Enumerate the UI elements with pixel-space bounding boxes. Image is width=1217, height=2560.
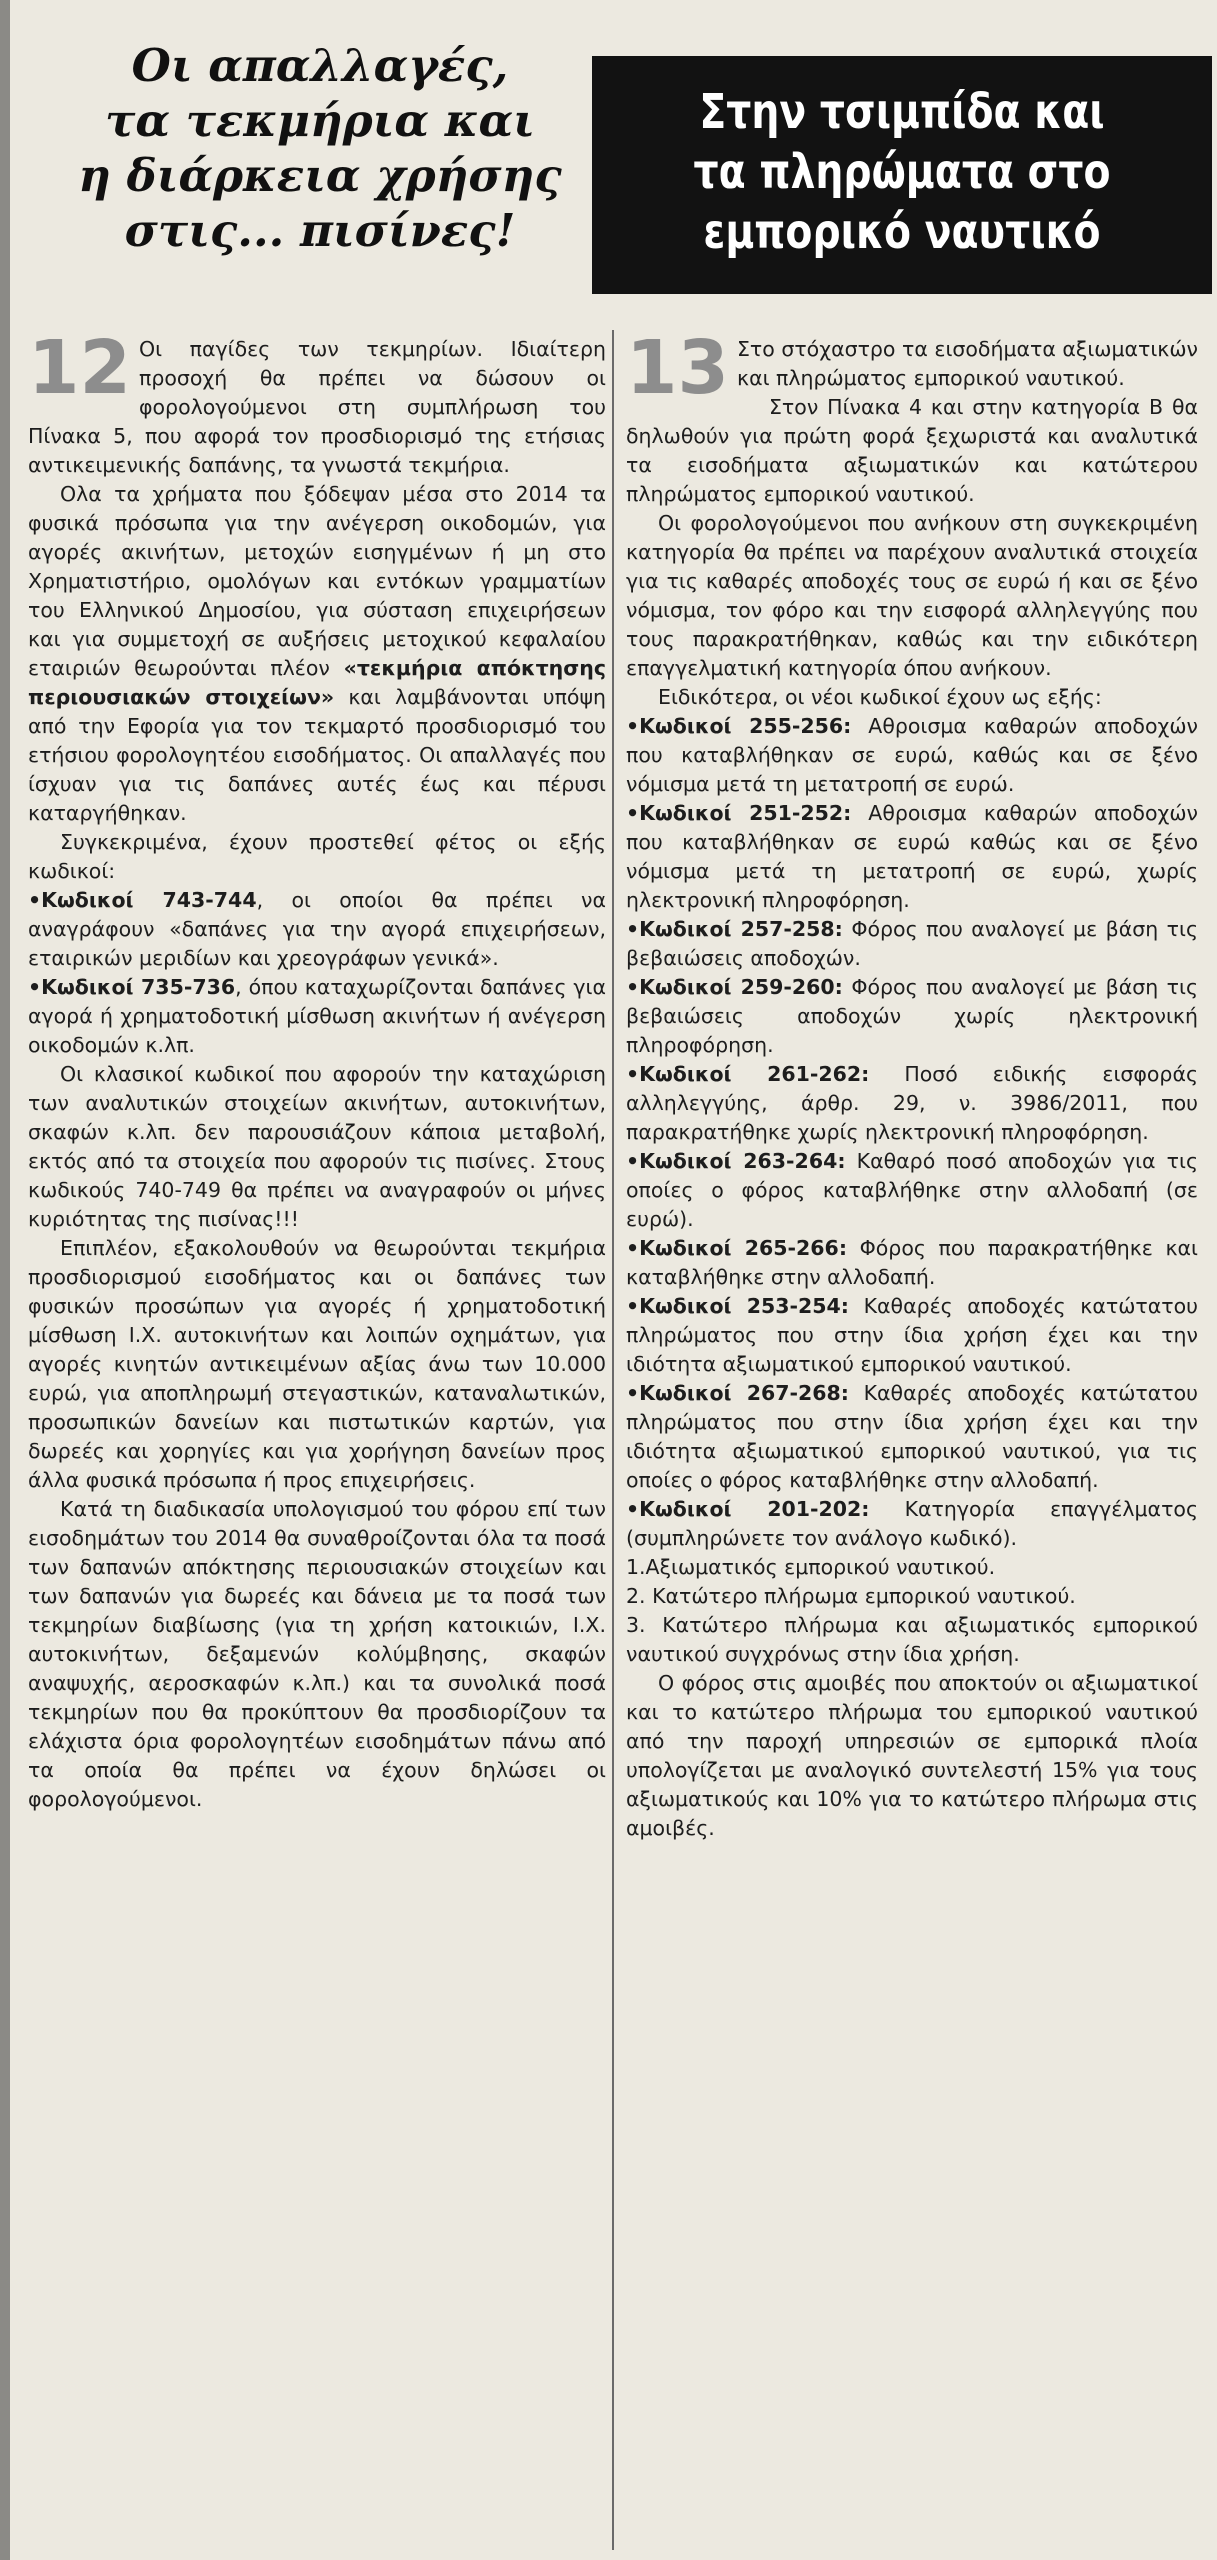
- paragraph: Οι κλασικοί κωδικοί που αφορούν την καταχώριση των αναλυτικών στοιχείων ακινήτων, αυτοκινήτων, σκαφών κ.λπ. δεν παρουσιάζουν κάποια μεταβολή, εκτός από τα στοιχεία που αφορούν τις πισίνες. Στους κωδικούς 740-749 θα πρέπει να αναγραφούν οι μήνες κυριότητας της πισίνας!!!: [28, 1062, 606, 1231]
- paragraph: Επιπλέον, εξακολουθούν να θεωρούνται τεκμήρια προσδιορισμού εισοδήματος και οι δαπάνες των φυσικών προσώπων για αγορές ή χρηματοδοτική μίσθωση Ι.Χ. αυτοκινήτων και λοιπών οχημάτων, για αγορές κινητών αντικειμένων αξίας άνω των 10.000 ευρώ, για αποπληρωμή στεγαστικών, καταναλωτικών, προσωπικών δανείων και πιστωτικών καρτών, για δωρεές και χορηγίες και για χορήγηση δανείων προς άλλα φυσικά πρόσωπα ή προς επιχειρήσεις.: [28, 1236, 606, 1492]
- code-item: [28, 973, 606, 1060]
- left-column: [28, 325, 606, 1814]
- code-text: Φόρος που παρακρατήθηκε και καταβλήθηκε στην αλλοδαπή.: [626, 1236, 1198, 1289]
- code-item: [28, 886, 606, 973]
- code-label: •Κωδικοί 251-252:: [626, 801, 852, 825]
- code-item: [626, 712, 1198, 799]
- code-text: Καθαρές αποδοχές κατώτατου πληρώματος που στην ίδια χρήση έχει και την ιδιότητα αξιωματικού εμπορικού ναυτικού.: [626, 1294, 1198, 1376]
- code-label: •Κωδικοί 255-256:: [626, 714, 852, 738]
- code-item: [626, 1495, 1198, 1553]
- left-headline-line: στις... πισίνες!: [124, 204, 516, 257]
- paragraph: Συγκεκριμένα, έχουν προστεθεί φέτος οι εξής κωδικοί:: [28, 830, 606, 883]
- paragraph: Στον Πίνακα 4 και στην κατηγορία Β θα δηλωθούν για πρώτη φορά ξεχωριστά και αναλυτικά τα εισοδήματα αξιωματικών και κατώτερου πληρώματος εμπορικού ναυτικού.: [626, 395, 1198, 506]
- code-text: , όπου καταχωρίζονται δαπάνες για αγορά ή χρηματοδοτική μίσθωση ακινήτων ή ανέγερση οικοδομών κ.λπ.: [28, 975, 606, 1057]
- code-item: [626, 973, 1198, 1060]
- code-item: [626, 1234, 1198, 1292]
- code-text: Φόρος που αναλογεί με βάση τις βεβαιώσεις αποδοχών.: [626, 917, 1198, 970]
- code-text: Κατηγορία επαγγέλματος (συμπληρώνετε τον ανάλογο κωδικό).: [626, 1497, 1198, 1550]
- list-item: 1.Αξιωματικός εμπορικού ναυτικού.: [626, 1555, 996, 1579]
- right-headline-box: [592, 56, 1212, 294]
- code-label: •Κωδικοί 259-260:: [626, 975, 843, 999]
- left-headline-line: η διάρκεια χρήσης: [78, 149, 562, 202]
- paragraph-text: και λαμβάνονται υπόψη από την Εφορία για τον τεκμαρτό προσδιορισμό του ετήσιου φορολογητέου εισοδήματος. Οι απαλλαγές που ίσχυαν για τις δαπάνες αυτές έως και πέρυσι καταργήθηκαν.: [28, 685, 606, 825]
- code-item: [626, 915, 1198, 973]
- code-item: [626, 1292, 1198, 1379]
- highlight-text: «τεκμήρια απόκτησης περιουσιακών στοιχείων»: [28, 656, 606, 709]
- paragraph: Κατά τη διαδικασία υπολογισμού του φόρου επί των εισοδημάτων του 2014 θα συναθροίζονται όλα τα ποσά των δαπανών απόκτησης περιουσιακών στοιχείων και των δαπανών για δωρεές και δάνεια με τα ποσά των τεκμηρίων διαβίωσης (για τη χρήση κατοικιών, Ι.Χ. αυτοκινήτων, δεξαμενών κολύμβησης, σκαφών αναψυχής, αεροσκαφών κ.λπ.) και τα συνολικά ποσά τεκμηρίων που θα προκύπτουν θα προσδιορίζουν τα ελάχιστα όρια φορολογητέων εισοδημάτων πάνω από τα οποία θα πρέπει να έχουν δηλώσει οι φορολογούμενοι.: [28, 1497, 606, 1811]
- paragraph-text: Οι παγίδες των τεκμηρίων. Ιδιαίτερη προσοχή θα πρέπει να δώσουν οι φορολογούμενοι στη συμπλήρωση του Πίνακα 5, που αφορά τον προσδιορισμό της ετήσιας αντικειμενικής δαπάνης, τα γνωστά τεκμήρια.: [28, 337, 606, 477]
- code-label: •Κωδικοί 735-736: [28, 975, 236, 999]
- code-text: Αθροισμα καθαρών αποδοχών που καταβλήθηκαν σε ευρώ καθώς και σε ξένο νόμισμα μετά τη μετατροπή σε ευρώ, χωρίς ηλεκτρονική πληροφόρηση.: [626, 801, 1198, 912]
- code-label: •Κωδικοί 253-254:: [626, 1294, 849, 1318]
- paragraph: Οι φορολογούμενοι που ανήκουν στη συγκεκριμένη κατηγορία θα πρέπει να παρέχουν αναλυτικά στοιχεία για τις καθαρές αποδοχές τους σε ευρώ ή και σε ξένο νόμισμα, τον φόρο και την εισφορά αλληλεγγύης που τους παρακρατήθηκαν, καθώς και την ειδικότερη επαγγελματική κατηγορία όπου ανήκουν.: [626, 511, 1198, 680]
- left-headline: [60, 38, 580, 258]
- code-item: [626, 1060, 1198, 1147]
- code-text: , οι οποίοι θα πρέπει να αναγράφουν «δαπάνες για την αγορά επιχειρήσεων, εταιρικών μεριδίων και χρεογράφων γενικά».: [28, 888, 606, 970]
- code-text: Ποσό ειδικής εισφοράς αλληλεγγύης, άρθρ. 29, ν. 3986/2011, που παρακρατήθηκε χωρίς ηλεκτρονική πληροφόρηση.: [626, 1062, 1198, 1144]
- code-item: [626, 1379, 1198, 1495]
- list-item: 3. Κατώτερο πλήρωμα και αξιωματικός εμπορικού ναυτικού συγχρόνως στην ίδια χρήση.: [626, 1613, 1198, 1666]
- code-label: •Κωδικοί 267-268:: [626, 1381, 849, 1405]
- code-label: •Κωδικοί 265-266:: [626, 1236, 848, 1260]
- code-item: [626, 799, 1198, 915]
- code-label: •Κωδικοί 201-202:: [626, 1497, 870, 1521]
- list-item: 2. Κατώτερο πλήρωμα εμπορικού ναυτικού.: [626, 1584, 1076, 1608]
- code-label: •Κωδικοί 263-264:: [626, 1149, 846, 1173]
- code-text: Καθαρό ποσό αποδοχών για τις οποίες ο φόρος καταβλήθηκε στην αλλοδαπή (σε ευρώ).: [626, 1149, 1198, 1231]
- right-headline-line: εμπορικό ναυτικό: [703, 204, 1101, 260]
- code-label: •Κωδικοί 257-258:: [626, 917, 843, 941]
- drop-number: 12: [28, 325, 131, 411]
- code-text: Καθαρές αποδοχές κατώτατου πληρώματος που στην ίδια χρήση έχει και την ιδιότητα αξιωματικού εμπορικού ναυτικού, για τις οποίες ο φόρος καταβλήθηκε στην αλλοδαπή.: [626, 1381, 1198, 1492]
- code-label: •Κωδικοί 261-262:: [626, 1062, 870, 1086]
- paragraph: Ο φόρος στις αμοιβές που αποκτούν οι αξιωματικοί και το κατώτερο πλήρωμα του εμπορικού ναυτικού από την παροχή υπηρεσιών σε εμπορικά πλοία υπολογίζεται με αναλογικό συντελεστή 15% για τους αξιωματικούς και 10% για το κατώτερο πλήρωμα στις αμοιβές.: [626, 1671, 1198, 1840]
- scan-edge: [0, 0, 10, 2560]
- column-divider: [612, 330, 614, 2550]
- paragraph: [626, 325, 1198, 411]
- paragraph: Ειδικότερα, οι νέοι κωδικοί έχουν ως εξής:: [658, 685, 1102, 709]
- right-headline-line: τα πληρώματα στο: [693, 144, 1111, 200]
- paragraph-text: Στο στόχαστρο τα εισοδήματα αξιωματικών και πληρώματος εμπορικού ναυτικού.: [736, 337, 1198, 390]
- paragraph-text: Ολα τα χρήματα που ξόδεψαν μέσα στο 2014 τα φυσικά πρόσωπα για την ανέγερση οικοδομών, για αγορές ακινήτων, μετοχών εισηγμένων ή μη στο Χρηματιστήριο, ομολόγων και εντόκων γραμματίων του Ελληνικού Δημοσίου, για σύσταση επιχειρήσεων και για συμμετοχή σε αυξήσεις μετοχικού κεφαλαίου εταιριών θεωρούνται πλέον: [28, 482, 606, 680]
- paragraph: [28, 480, 606, 828]
- code-text: Αθροισμα καθαρών αποδοχών που καταβλήθηκαν σε ευρώ, καθώς και σε ξένο νόμισμα μετά τη μετατροπή σε ευρώ.: [626, 714, 1198, 796]
- right-headline-line: Στην τσιμπίδα και: [699, 84, 1105, 140]
- paragraph: [28, 325, 606, 480]
- left-headline-line: τα τεκμήρια και: [105, 94, 535, 147]
- code-item: [626, 1147, 1198, 1234]
- drop-number: 13: [626, 325, 729, 411]
- code-label: •Κωδικοί 743-744: [28, 888, 257, 912]
- right-column: [626, 325, 1198, 1843]
- code-text: Φόρος που αναλογεί με βάση τις βεβαιώσεις αποδοχών χωρίς ηλεκτρονική πληροφόρηση.: [626, 975, 1198, 1057]
- right-headline: [648, 82, 1156, 262]
- left-headline-line: Οι απαλλαγές,: [131, 39, 509, 92]
